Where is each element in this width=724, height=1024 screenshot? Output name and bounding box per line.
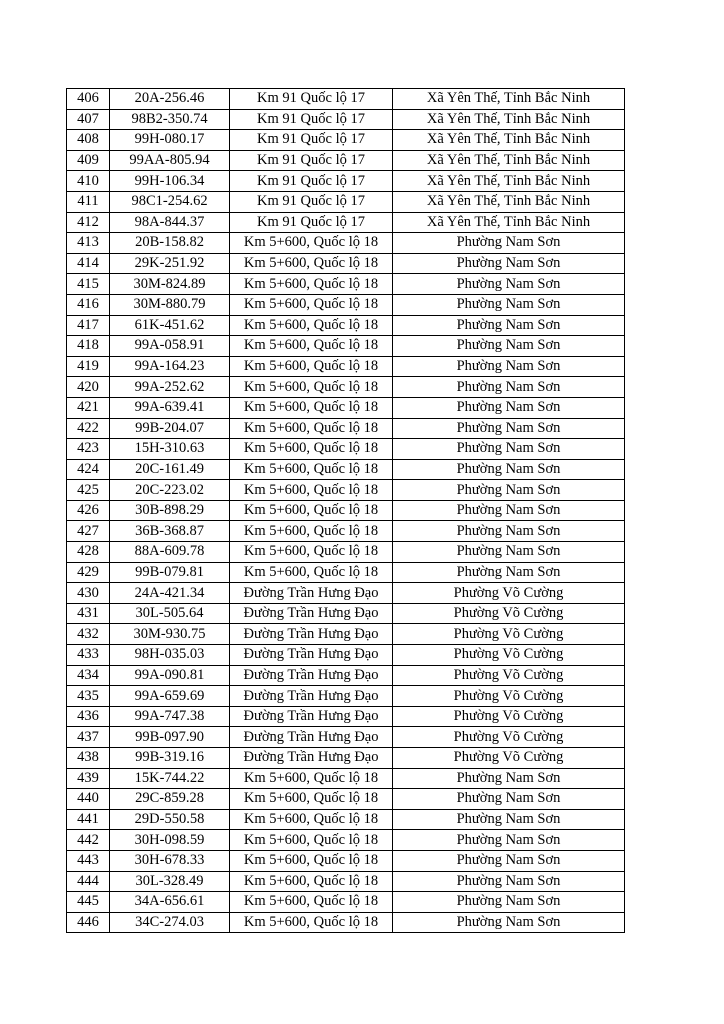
table-row bbox=[67, 109, 625, 130]
location-cell: Km 91 Quốc lộ 17 bbox=[230, 191, 393, 212]
violations-table bbox=[66, 88, 625, 933]
license-plate-cell: 99A-164.23 bbox=[110, 356, 230, 377]
table-row bbox=[67, 150, 625, 171]
location-cell: Km 5+600, Quốc lộ 18 bbox=[230, 233, 393, 254]
administrative-unit-cell: Phường Nam Sơn bbox=[393, 459, 625, 480]
table-row bbox=[67, 336, 625, 357]
license-plate-cell: 20A-256.46 bbox=[110, 89, 230, 110]
administrative-unit-cell: Phường Võ Cường bbox=[393, 603, 625, 624]
location-cell: Km 91 Quốc lộ 17 bbox=[230, 109, 393, 130]
location-cell: Km 5+600, Quốc lộ 18 bbox=[230, 562, 393, 583]
row-number-cell: 409 bbox=[67, 150, 110, 171]
row-number-cell: 432 bbox=[67, 624, 110, 645]
table-row bbox=[67, 809, 625, 830]
administrative-unit-cell: Xã Yên Thế, Tỉnh Bắc Ninh bbox=[393, 89, 625, 110]
row-number-cell: 444 bbox=[67, 871, 110, 892]
table-row bbox=[67, 542, 625, 563]
location-cell: Km 5+600, Quốc lộ 18 bbox=[230, 912, 393, 933]
administrative-unit-cell: Phường Võ Cường bbox=[393, 748, 625, 769]
row-number-cell: 446 bbox=[67, 912, 110, 933]
row-number-cell: 428 bbox=[67, 542, 110, 563]
license-plate-cell: 98A-844.37 bbox=[110, 212, 230, 233]
administrative-unit-cell: Phường Nam Sơn bbox=[393, 562, 625, 583]
location-cell: Đường Trần Hưng Đạo bbox=[230, 727, 393, 748]
row-number-cell: 414 bbox=[67, 253, 110, 274]
administrative-unit-cell: Phường Nam Sơn bbox=[393, 336, 625, 357]
license-plate-cell: 98B2-350.74 bbox=[110, 109, 230, 130]
license-plate-cell: 36B-368.87 bbox=[110, 521, 230, 542]
license-plate-cell: 30L-328.49 bbox=[110, 871, 230, 892]
license-plate-cell: 15H-310.63 bbox=[110, 439, 230, 460]
row-number-cell: 427 bbox=[67, 521, 110, 542]
administrative-unit-cell: Phường Nam Sơn bbox=[393, 871, 625, 892]
table-row bbox=[67, 645, 625, 666]
location-cell: Km 5+600, Quốc lộ 18 bbox=[230, 397, 393, 418]
license-plate-cell: 99B-079.81 bbox=[110, 562, 230, 583]
row-number-cell: 433 bbox=[67, 645, 110, 666]
location-cell: Đường Trần Hưng Đạo bbox=[230, 645, 393, 666]
table-row bbox=[67, 397, 625, 418]
table-row bbox=[67, 624, 625, 645]
table-row bbox=[67, 356, 625, 377]
administrative-unit-cell: Phường Nam Sơn bbox=[393, 768, 625, 789]
table-row bbox=[67, 89, 625, 110]
administrative-unit-cell: Phường Nam Sơn bbox=[393, 789, 625, 810]
license-plate-cell: 15K-744.22 bbox=[110, 768, 230, 789]
row-number-cell: 438 bbox=[67, 748, 110, 769]
administrative-unit-cell: Phường Nam Sơn bbox=[393, 439, 625, 460]
table-row bbox=[67, 212, 625, 233]
table-row bbox=[67, 850, 625, 871]
license-plate-cell: 88A-609.78 bbox=[110, 542, 230, 563]
license-plate-cell: 30H-098.59 bbox=[110, 830, 230, 851]
administrative-unit-cell: Phường Nam Sơn bbox=[393, 892, 625, 913]
license-plate-cell: 20C-223.02 bbox=[110, 480, 230, 501]
administrative-unit-cell: Phường Võ Cường bbox=[393, 665, 625, 686]
administrative-unit-cell: Phường Nam Sơn bbox=[393, 418, 625, 439]
location-cell: Km 91 Quốc lộ 17 bbox=[230, 89, 393, 110]
administrative-unit-cell: Phường Võ Cường bbox=[393, 624, 625, 645]
table-row bbox=[67, 500, 625, 521]
table-row bbox=[67, 665, 625, 686]
row-number-cell: 406 bbox=[67, 89, 110, 110]
table-row bbox=[67, 686, 625, 707]
administrative-unit-cell: Phường Võ Cường bbox=[393, 686, 625, 707]
location-cell: Km 5+600, Quốc lộ 18 bbox=[230, 274, 393, 295]
administrative-unit-cell: Phường Nam Sơn bbox=[393, 294, 625, 315]
table-row bbox=[67, 768, 625, 789]
table-row bbox=[67, 892, 625, 913]
license-plate-cell: 99A-659.69 bbox=[110, 686, 230, 707]
table-row bbox=[67, 130, 625, 151]
administrative-unit-cell: Xã Yên Thế, Tỉnh Bắc Ninh bbox=[393, 109, 625, 130]
table-row bbox=[67, 377, 625, 398]
location-cell: Km 5+600, Quốc lộ 18 bbox=[230, 315, 393, 336]
row-number-cell: 443 bbox=[67, 850, 110, 871]
row-number-cell: 407 bbox=[67, 109, 110, 130]
license-plate-cell: 99B-204.07 bbox=[110, 418, 230, 439]
row-number-cell: 437 bbox=[67, 727, 110, 748]
license-plate-cell: 30B-898.29 bbox=[110, 500, 230, 521]
table-row bbox=[67, 191, 625, 212]
row-number-cell: 413 bbox=[67, 233, 110, 254]
row-number-cell: 417 bbox=[67, 315, 110, 336]
location-cell: Km 5+600, Quốc lộ 18 bbox=[230, 336, 393, 357]
row-number-cell: 415 bbox=[67, 274, 110, 295]
location-cell: Km 5+600, Quốc lộ 18 bbox=[230, 500, 393, 521]
administrative-unit-cell: Xã Yên Thế, Tỉnh Bắc Ninh bbox=[393, 150, 625, 171]
row-number-cell: 439 bbox=[67, 768, 110, 789]
administrative-unit-cell: Xã Yên Thế, Tỉnh Bắc Ninh bbox=[393, 191, 625, 212]
location-cell: Km 91 Quốc lộ 17 bbox=[230, 171, 393, 192]
license-plate-cell: 99A-090.81 bbox=[110, 665, 230, 686]
location-cell: Km 5+600, Quốc lộ 18 bbox=[230, 377, 393, 398]
administrative-unit-cell: Xã Yên Thế, Tỉnh Bắc Ninh bbox=[393, 171, 625, 192]
license-plate-cell: 29D-550.58 bbox=[110, 809, 230, 830]
license-plate-cell: 99A-058.91 bbox=[110, 336, 230, 357]
row-number-cell: 441 bbox=[67, 809, 110, 830]
table-row bbox=[67, 521, 625, 542]
location-cell: Km 5+600, Quốc lộ 18 bbox=[230, 809, 393, 830]
location-cell: Km 5+600, Quốc lộ 18 bbox=[230, 253, 393, 274]
table-row bbox=[67, 562, 625, 583]
table-row bbox=[67, 253, 625, 274]
license-plate-cell: 30L-505.64 bbox=[110, 603, 230, 624]
row-number-cell: 429 bbox=[67, 562, 110, 583]
administrative-unit-cell: Xã Yên Thế, Tỉnh Bắc Ninh bbox=[393, 130, 625, 151]
row-number-cell: 424 bbox=[67, 459, 110, 480]
location-cell: Km 5+600, Quốc lộ 18 bbox=[230, 459, 393, 480]
administrative-unit-cell: Phường Nam Sơn bbox=[393, 377, 625, 398]
location-cell: Km 5+600, Quốc lộ 18 bbox=[230, 521, 393, 542]
license-plate-cell: 30M-930.75 bbox=[110, 624, 230, 645]
license-plate-cell: 99B-319.16 bbox=[110, 748, 230, 769]
administrative-unit-cell: Phường Nam Sơn bbox=[393, 830, 625, 851]
table-row bbox=[67, 171, 625, 192]
location-cell: Km 5+600, Quốc lộ 18 bbox=[230, 892, 393, 913]
administrative-unit-cell: Phường Nam Sơn bbox=[393, 542, 625, 563]
license-plate-cell: 99B-097.90 bbox=[110, 727, 230, 748]
location-cell: Km 5+600, Quốc lộ 18 bbox=[230, 294, 393, 315]
license-plate-cell: 24A-421.34 bbox=[110, 583, 230, 604]
administrative-unit-cell: Phường Nam Sơn bbox=[393, 809, 625, 830]
table-row bbox=[67, 706, 625, 727]
location-cell: Đường Trần Hưng Đạo bbox=[230, 686, 393, 707]
location-cell: Km 5+600, Quốc lộ 18 bbox=[230, 768, 393, 789]
license-plate-cell: 34A-656.61 bbox=[110, 892, 230, 913]
location-cell: Đường Trần Hưng Đạo bbox=[230, 624, 393, 645]
license-plate-cell: 30H-678.33 bbox=[110, 850, 230, 871]
table-row bbox=[67, 418, 625, 439]
administrative-unit-cell: Phường Nam Sơn bbox=[393, 480, 625, 501]
location-cell: Km 5+600, Quốc lộ 18 bbox=[230, 418, 393, 439]
table-row bbox=[67, 912, 625, 933]
license-plate-cell: 99A-639.41 bbox=[110, 397, 230, 418]
table-row bbox=[67, 603, 625, 624]
administrative-unit-cell: Phường Nam Sơn bbox=[393, 500, 625, 521]
table-row bbox=[67, 459, 625, 480]
row-number-cell: 423 bbox=[67, 439, 110, 460]
location-cell: Đường Trần Hưng Đạo bbox=[230, 665, 393, 686]
license-plate-cell: 20C-161.49 bbox=[110, 459, 230, 480]
license-plate-cell: 99A-252.62 bbox=[110, 377, 230, 398]
table-row bbox=[67, 789, 625, 810]
table-row bbox=[67, 439, 625, 460]
license-plate-cell: 29C-859.28 bbox=[110, 789, 230, 810]
table-row bbox=[67, 871, 625, 892]
administrative-unit-cell: Xã Yên Thế, Tỉnh Bắc Ninh bbox=[393, 212, 625, 233]
table-row bbox=[67, 727, 625, 748]
location-cell: Km 91 Quốc lộ 17 bbox=[230, 212, 393, 233]
license-plate-cell: 99A-747.38 bbox=[110, 706, 230, 727]
administrative-unit-cell: Phường Nam Sơn bbox=[393, 521, 625, 542]
row-number-cell: 426 bbox=[67, 500, 110, 521]
license-plate-cell: 20B-158.82 bbox=[110, 233, 230, 254]
table-row bbox=[67, 748, 625, 769]
table-row bbox=[67, 294, 625, 315]
row-number-cell: 425 bbox=[67, 480, 110, 501]
location-cell: Km 5+600, Quốc lộ 18 bbox=[230, 789, 393, 810]
row-number-cell: 421 bbox=[67, 397, 110, 418]
location-cell: Đường Trần Hưng Đạo bbox=[230, 583, 393, 604]
location-cell: Km 91 Quốc lộ 17 bbox=[230, 150, 393, 171]
row-number-cell: 410 bbox=[67, 171, 110, 192]
row-number-cell: 420 bbox=[67, 377, 110, 398]
license-plate-cell: 98H-035.03 bbox=[110, 645, 230, 666]
table-body bbox=[67, 89, 625, 933]
administrative-unit-cell: Phường Võ Cường bbox=[393, 583, 625, 604]
row-number-cell: 412 bbox=[67, 212, 110, 233]
table-row bbox=[67, 583, 625, 604]
license-plate-cell: 98C1-254.62 bbox=[110, 191, 230, 212]
row-number-cell: 431 bbox=[67, 603, 110, 624]
table-row bbox=[67, 274, 625, 295]
administrative-unit-cell: Phường Võ Cường bbox=[393, 727, 625, 748]
location-cell: Km 5+600, Quốc lộ 18 bbox=[230, 356, 393, 377]
license-plate-cell: 99H-106.34 bbox=[110, 171, 230, 192]
table-row bbox=[67, 480, 625, 501]
license-plate-cell: 30M-880.79 bbox=[110, 294, 230, 315]
administrative-unit-cell: Phường Nam Sơn bbox=[393, 274, 625, 295]
license-plate-cell: 61K-451.62 bbox=[110, 315, 230, 336]
administrative-unit-cell: Phường Nam Sơn bbox=[393, 315, 625, 336]
row-number-cell: 418 bbox=[67, 336, 110, 357]
row-number-cell: 440 bbox=[67, 789, 110, 810]
license-plate-cell: 99AA-805.94 bbox=[110, 150, 230, 171]
location-cell: Đường Trần Hưng Đạo bbox=[230, 748, 393, 769]
location-cell: Km 91 Quốc lộ 17 bbox=[230, 130, 393, 151]
administrative-unit-cell: Phường Nam Sơn bbox=[393, 253, 625, 274]
location-cell: Km 5+600, Quốc lộ 18 bbox=[230, 830, 393, 851]
location-cell: Đường Trần Hưng Đạo bbox=[230, 706, 393, 727]
row-number-cell: 435 bbox=[67, 686, 110, 707]
row-number-cell: 422 bbox=[67, 418, 110, 439]
administrative-unit-cell: Phường Nam Sơn bbox=[393, 397, 625, 418]
location-cell: Km 5+600, Quốc lộ 18 bbox=[230, 871, 393, 892]
administrative-unit-cell: Phường Nam Sơn bbox=[393, 233, 625, 254]
license-plate-cell: 29K-251.92 bbox=[110, 253, 230, 274]
license-plate-cell: 34C-274.03 bbox=[110, 912, 230, 933]
table-row bbox=[67, 830, 625, 851]
row-number-cell: 445 bbox=[67, 892, 110, 913]
administrative-unit-cell: Phường Nam Sơn bbox=[393, 912, 625, 933]
row-number-cell: 411 bbox=[67, 191, 110, 212]
row-number-cell: 430 bbox=[67, 583, 110, 604]
table-row bbox=[67, 315, 625, 336]
row-number-cell: 436 bbox=[67, 706, 110, 727]
table-row bbox=[67, 233, 625, 254]
row-number-cell: 408 bbox=[67, 130, 110, 151]
administrative-unit-cell: Phường Nam Sơn bbox=[393, 356, 625, 377]
row-number-cell: 434 bbox=[67, 665, 110, 686]
row-number-cell: 442 bbox=[67, 830, 110, 851]
location-cell: Km 5+600, Quốc lộ 18 bbox=[230, 439, 393, 460]
license-plate-cell: 99H-080.17 bbox=[110, 130, 230, 151]
administrative-unit-cell: Phường Võ Cường bbox=[393, 645, 625, 666]
location-cell: Đường Trần Hưng Đạo bbox=[230, 603, 393, 624]
location-cell: Km 5+600, Quốc lộ 18 bbox=[230, 542, 393, 563]
row-number-cell: 419 bbox=[67, 356, 110, 377]
administrative-unit-cell: Phường Nam Sơn bbox=[393, 850, 625, 871]
row-number-cell: 416 bbox=[67, 294, 110, 315]
administrative-unit-cell: Phường Võ Cường bbox=[393, 706, 625, 727]
license-plate-cell: 30M-824.89 bbox=[110, 274, 230, 295]
location-cell: Km 5+600, Quốc lộ 18 bbox=[230, 850, 393, 871]
location-cell: Km 5+600, Quốc lộ 18 bbox=[230, 480, 393, 501]
